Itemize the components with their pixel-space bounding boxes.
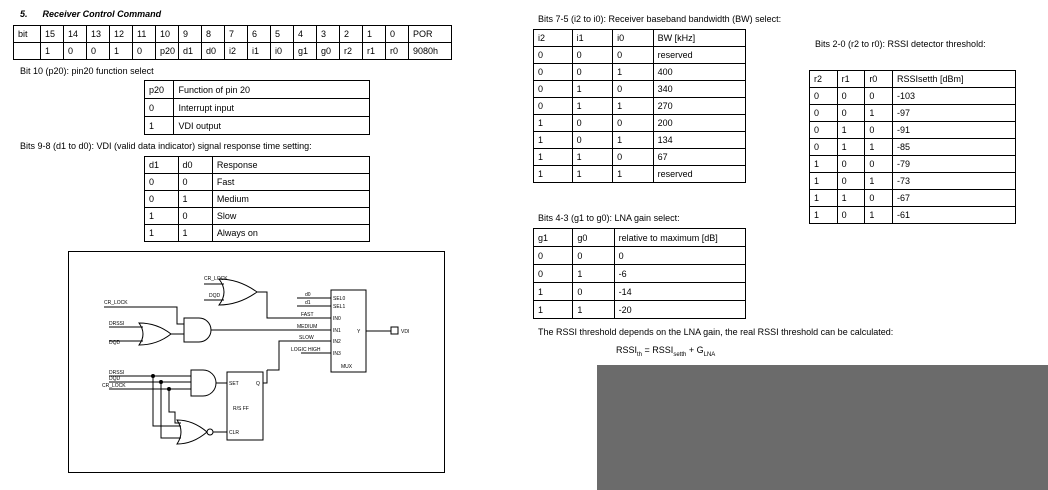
label-cr-lock-top: CR_LOCK xyxy=(204,276,228,282)
label-logic-high: LOGIC HIGH xyxy=(291,347,321,353)
label-sel1: SEL1 xyxy=(333,304,346,310)
table-cell: 1 xyxy=(810,207,838,224)
register-bit-table xyxy=(13,25,452,60)
table-cell: 67 xyxy=(653,149,745,166)
register-header-cell: 6 xyxy=(248,26,271,43)
table-cell: -103 xyxy=(892,88,1015,105)
formula-plus: + xyxy=(686,345,697,355)
table-cell: 0 xyxy=(534,247,573,265)
table-cell: -67 xyxy=(892,190,1015,207)
table-row xyxy=(145,225,370,242)
formula-g-lna: G xyxy=(696,345,704,355)
table-cell: 1 xyxy=(865,207,893,224)
table-cell: 0 xyxy=(810,122,838,139)
label-mux: MUX xyxy=(341,364,353,370)
table-cell: 0 xyxy=(837,156,865,173)
table-cell: Medium xyxy=(212,191,369,208)
rssi-note: The RSSI threshold depends on the LNA gain, the real RSSI threshold can be calculated: xyxy=(538,327,894,337)
register-value-cell: 0 xyxy=(133,43,156,60)
table-row xyxy=(534,149,746,166)
register-header-cell: 10 xyxy=(156,26,179,43)
table-cell: 1 xyxy=(613,132,654,149)
table-row xyxy=(534,81,746,98)
table-cell: 1 xyxy=(534,283,573,301)
register-value-cell: 0 xyxy=(87,43,110,60)
table-cell: 1 xyxy=(534,132,573,149)
or-gate-top xyxy=(219,279,257,305)
rssi-caption: Bits 2-0 (r2 to r0): RSSI detector threshold: xyxy=(815,39,986,49)
table-cell: 0 xyxy=(865,190,893,207)
label-dqd-mid: DQD xyxy=(109,340,121,346)
table-cell: 1 xyxy=(534,166,573,183)
table-cell: 1 xyxy=(573,301,614,319)
section-heading xyxy=(20,9,161,19)
table-cell: BW [kHz] xyxy=(653,30,745,47)
table-cell: 1 xyxy=(837,122,865,139)
table-cell: 0 xyxy=(810,139,838,156)
table-row xyxy=(534,229,746,247)
section-title: Receiver Control Command xyxy=(42,9,162,19)
table-cell: 0 xyxy=(810,105,838,122)
label-vdi: VDI xyxy=(401,329,410,335)
label-in1: IN1 xyxy=(333,328,341,334)
register-value-cell: 9080h xyxy=(409,43,452,60)
table-cell: 1 xyxy=(572,166,613,183)
table-cell: -73 xyxy=(892,173,1015,190)
vdi-logic-diagram xyxy=(68,251,445,473)
vdi-caption: Bits 9-8 (d1 to d0): VDI (valid data indicator) signal response time setting: xyxy=(20,141,312,151)
gray-background-region xyxy=(597,365,1048,490)
table-cell: 1 xyxy=(837,139,865,156)
table-cell: 1 xyxy=(178,225,212,242)
table-cell: 1 xyxy=(573,265,614,283)
rssi-threshold-table xyxy=(809,70,1016,224)
table-row xyxy=(534,115,746,132)
register-value-cell xyxy=(14,43,41,60)
table-cell: r0 xyxy=(865,71,893,88)
table-row xyxy=(534,132,746,149)
label-y: Y xyxy=(357,329,361,335)
table-row xyxy=(534,47,746,64)
table-cell: 0 xyxy=(865,156,893,173)
register-value-cell: g0 xyxy=(317,43,340,60)
table-cell: 1 xyxy=(613,166,654,183)
register-header-cell: POR xyxy=(409,26,452,43)
register-header-cell: 8 xyxy=(202,26,225,43)
register-value-cell: r1 xyxy=(363,43,386,60)
table-cell: 0 xyxy=(534,98,573,115)
table-cell: Response xyxy=(212,157,369,174)
table-cell: 0 xyxy=(178,174,212,191)
register-header-cell: 2 xyxy=(340,26,363,43)
table-cell: 0 xyxy=(145,99,174,117)
table-cell: 0 xyxy=(572,64,613,81)
register-value-cell: i2 xyxy=(225,43,248,60)
table-cell: 0 xyxy=(534,47,573,64)
register-header-cell: 14 xyxy=(64,26,87,43)
table-cell: 0 xyxy=(572,132,613,149)
table-cell: Fast xyxy=(212,174,369,191)
table-cell: 0 xyxy=(865,88,893,105)
table-cell: VDI output xyxy=(174,117,370,135)
table-row xyxy=(810,122,1016,139)
section-number: 5. xyxy=(20,9,28,19)
and-gate-middle xyxy=(184,318,211,342)
label-rsff: R/S FF xyxy=(233,406,249,412)
table-cell: 0 xyxy=(837,207,865,224)
table-cell: 340 xyxy=(653,81,745,98)
table-cell: -20 xyxy=(614,301,745,319)
table-cell: 0 xyxy=(534,265,573,283)
label-q: Q xyxy=(256,381,260,387)
register-value-cell: d1 xyxy=(179,43,202,60)
register-value-cell: r0 xyxy=(386,43,409,60)
table-row xyxy=(145,208,370,225)
table-row xyxy=(810,139,1016,156)
register-value-cell: 0 xyxy=(64,43,87,60)
table-cell: 0 xyxy=(614,247,745,265)
table-cell: 1 xyxy=(572,149,613,166)
register-header-cell: 7 xyxy=(225,26,248,43)
label-dqd-bot: DQD xyxy=(109,376,121,382)
register-value-cell: i0 xyxy=(271,43,294,60)
formula-sub-th: th xyxy=(637,351,643,358)
bandwidth-caption: Bits 7-5 (i2 to i0): Receiver baseband bandwidth (BW) select: xyxy=(538,14,782,24)
table-cell: 1 xyxy=(534,115,573,132)
table-cell: r1 xyxy=(837,71,865,88)
table-cell: 0 xyxy=(837,88,865,105)
register-value-cell: 1 xyxy=(110,43,133,60)
label-drssi-bot: DRSSI xyxy=(109,370,125,376)
formula-equals: = xyxy=(642,345,653,355)
table-cell: 0 xyxy=(613,149,654,166)
pin20-caption: Bit 10 (p20): pin20 function select xyxy=(20,66,154,76)
table-cell: r2 xyxy=(810,71,838,88)
table-cell: 0 xyxy=(810,88,838,105)
table-row xyxy=(534,247,746,265)
label-in0: IN0 xyxy=(333,316,341,322)
table-cell: 0 xyxy=(178,208,212,225)
table-cell: 0 xyxy=(145,174,179,191)
table-cell: -85 xyxy=(892,139,1015,156)
pin20-table xyxy=(144,80,370,135)
table-cell: -61 xyxy=(892,207,1015,224)
table-cell: Function of pin 20 xyxy=(174,81,370,99)
label-in2: IN2 xyxy=(333,339,341,345)
vdi-output-pin xyxy=(391,327,398,334)
formula-sub-lna: LNA xyxy=(703,351,716,358)
table-cell: 0 xyxy=(573,247,614,265)
table-cell: 1 xyxy=(145,208,179,225)
table-cell: 270 xyxy=(653,98,745,115)
table-cell: 1 xyxy=(534,149,573,166)
table-row xyxy=(534,283,746,301)
table-cell: 0 xyxy=(613,115,654,132)
table-cell: 1 xyxy=(810,156,838,173)
table-row xyxy=(534,301,746,319)
table-cell: 0 xyxy=(534,64,573,81)
table-row xyxy=(810,207,1016,224)
or-gate-middle xyxy=(139,323,171,345)
register-header-cell: 9 xyxy=(179,26,202,43)
register-header-row xyxy=(14,26,452,43)
table-cell: 1 xyxy=(572,98,613,115)
label-clr: CLR xyxy=(229,430,240,436)
table-cell: 1 xyxy=(178,191,212,208)
table-row xyxy=(810,173,1016,190)
table-cell: i0 xyxy=(613,30,654,47)
register-header-cell: 13 xyxy=(87,26,110,43)
lna-caption: Bits 4-3 (g1 to g0): LNA gain select: xyxy=(538,213,680,223)
register-header-cell: 12 xyxy=(110,26,133,43)
table-row xyxy=(534,265,746,283)
table-cell: 1 xyxy=(145,117,174,135)
table-cell: 1 xyxy=(572,81,613,98)
table-row xyxy=(810,88,1016,105)
table-cell: -79 xyxy=(892,156,1015,173)
table-row xyxy=(534,30,746,47)
table-cell: i1 xyxy=(572,30,613,47)
table-row xyxy=(145,174,370,191)
label-sel0: SEL0 xyxy=(333,296,346,302)
register-header-cell: 5 xyxy=(271,26,294,43)
label-d1: d1 xyxy=(305,300,311,306)
table-cell: 1 xyxy=(613,98,654,115)
label-dqd-top: DQD xyxy=(209,293,221,299)
table-row xyxy=(810,190,1016,207)
table-row xyxy=(534,98,746,115)
table-cell: 1 xyxy=(865,105,893,122)
register-value-cell: r2 xyxy=(340,43,363,60)
table-row xyxy=(534,166,746,183)
table-cell: g1 xyxy=(534,229,573,247)
table-cell: Slow xyxy=(212,208,369,225)
table-row xyxy=(810,105,1016,122)
table-cell: 1 xyxy=(613,64,654,81)
nor-gate-bottom xyxy=(177,420,207,444)
table-cell: 1 xyxy=(865,139,893,156)
table-row xyxy=(810,71,1016,88)
table-cell: 0 xyxy=(145,191,179,208)
table-cell: i2 xyxy=(534,30,573,47)
table-cell: reserved xyxy=(653,47,745,64)
table-cell: 1 xyxy=(865,173,893,190)
register-value-cell: g1 xyxy=(294,43,317,60)
table-cell: 0 xyxy=(572,47,613,64)
table-cell: p20 xyxy=(145,81,174,99)
register-value-cell: 1 xyxy=(41,43,64,60)
table-cell: relative to maximum [dB] xyxy=(614,229,745,247)
label-slow: SLOW xyxy=(299,335,314,341)
table-cell: 0 xyxy=(837,173,865,190)
logic-diagram-svg xyxy=(69,252,444,472)
register-header-cell: bit xyxy=(14,26,41,43)
table-cell: 1 xyxy=(534,301,573,319)
table-row xyxy=(534,64,746,81)
table-cell: reserved xyxy=(653,166,745,183)
table-row xyxy=(145,81,370,99)
table-row xyxy=(145,191,370,208)
register-value-row xyxy=(14,43,452,60)
table-row xyxy=(145,117,370,135)
formula-sub-setth: setth xyxy=(673,351,687,358)
table-cell: 0 xyxy=(837,105,865,122)
bandwidth-table xyxy=(533,29,746,183)
label-fast: FAST xyxy=(301,312,314,318)
formula-rssi-th: RSSI xyxy=(616,345,638,355)
register-value-cell: d0 xyxy=(202,43,225,60)
vdi-response-table xyxy=(144,156,370,242)
table-row xyxy=(145,99,370,117)
table-cell: RSSIsetth [dBm] xyxy=(892,71,1015,88)
rssi-formula xyxy=(616,345,715,358)
register-value-cell: i1 xyxy=(248,43,271,60)
table-row xyxy=(145,157,370,174)
label-drssi-mid: DRSSI xyxy=(109,321,125,327)
label-medium: MEDIUM xyxy=(297,324,318,330)
table-cell: 0 xyxy=(613,47,654,64)
table-cell: 0 xyxy=(865,122,893,139)
table-cell: Interrupt input xyxy=(174,99,370,117)
table-cell: 0 xyxy=(573,283,614,301)
register-header-cell: 11 xyxy=(133,26,156,43)
table-cell: 1 xyxy=(145,225,179,242)
label-cr-lock-bot: CR_LOCK xyxy=(102,383,126,389)
table-cell: 0 xyxy=(572,115,613,132)
table-cell: 0 xyxy=(613,81,654,98)
table-cell: g0 xyxy=(573,229,614,247)
table-cell: 200 xyxy=(653,115,745,132)
register-header-cell: 1 xyxy=(363,26,386,43)
table-cell: -97 xyxy=(892,105,1015,122)
table-cell: d0 xyxy=(178,157,212,174)
label-set: SET xyxy=(229,381,239,387)
table-cell: 0 xyxy=(534,81,573,98)
table-cell: 1 xyxy=(837,190,865,207)
label-in3: IN3 xyxy=(333,351,341,357)
table-cell: d1 xyxy=(145,157,179,174)
table-cell: 400 xyxy=(653,64,745,81)
register-value-cell: p20 xyxy=(156,43,179,60)
label-cr-lock-mid: CR_LOCK xyxy=(104,300,128,306)
register-header-cell: 0 xyxy=(386,26,409,43)
register-header-cell: 3 xyxy=(317,26,340,43)
table-cell: 1 xyxy=(810,190,838,207)
table-cell: -14 xyxy=(614,283,745,301)
table-cell: 1 xyxy=(810,173,838,190)
table-cell: Always on xyxy=(212,225,369,242)
label-d0: d0 xyxy=(305,292,311,298)
table-cell: 134 xyxy=(653,132,745,149)
register-header-cell: 15 xyxy=(41,26,64,43)
lna-gain-table xyxy=(533,228,746,319)
table-cell: -6 xyxy=(614,265,745,283)
table-row xyxy=(810,156,1016,173)
register-header-cell: 4 xyxy=(294,26,317,43)
and-gate-bottom xyxy=(191,370,216,396)
table-cell: -91 xyxy=(892,122,1015,139)
formula-rssi-setth: RSSI xyxy=(652,345,674,355)
